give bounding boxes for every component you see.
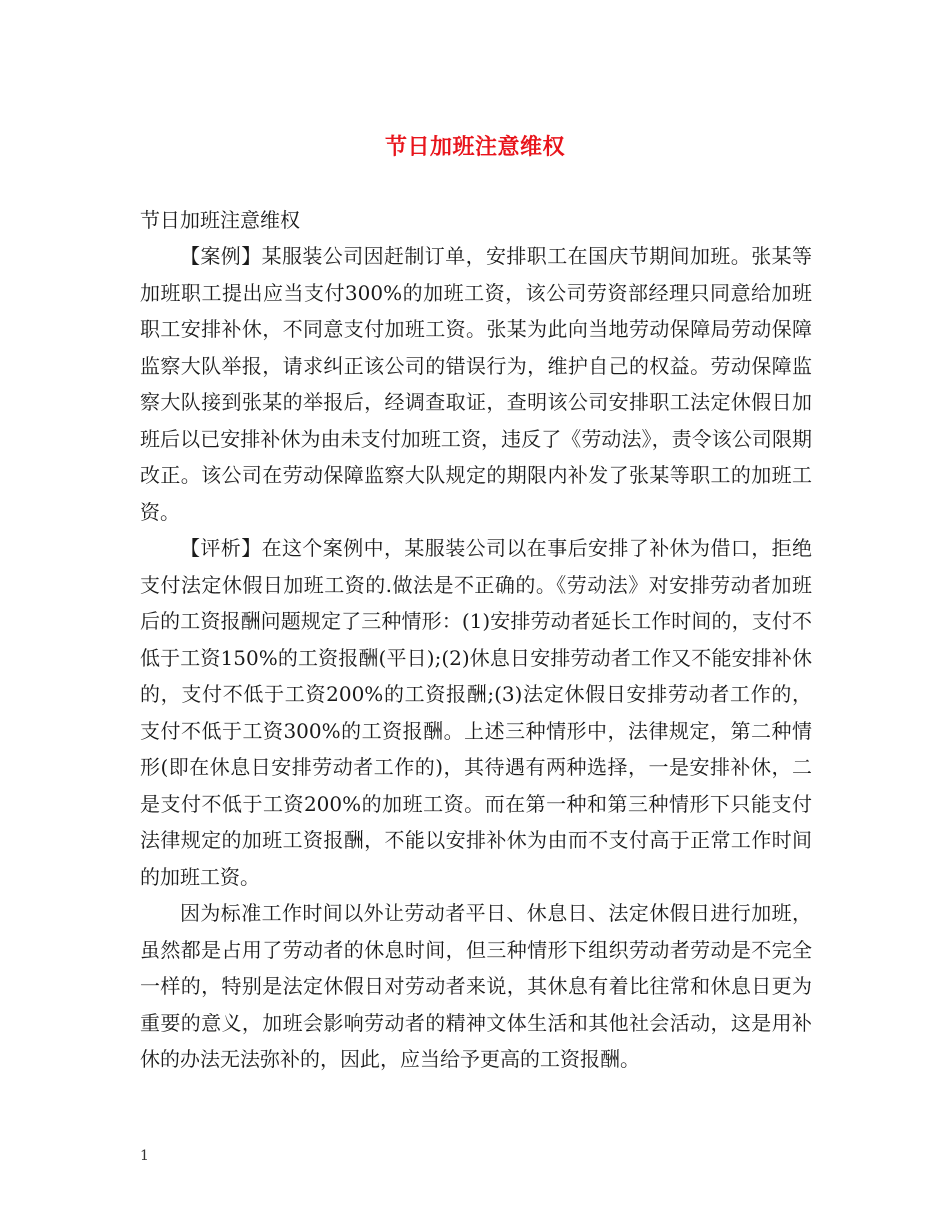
document-title: 节日加班注意维权 <box>384 134 565 160</box>
page-number: 1 <box>140 1148 149 1164</box>
paragraph-reasoning: 因为标准工作时间以外让劳动者平日、休息日、法定休假日进行加班，虽然都是占用了劳动者的休息时间，但三种情形下组织劳动者劳动是不完全一样的，特别是法定休假日对劳动者来说，其休息有着比往常和休息日更为重要的意义，加班会影响劳动者的精神文体生活和其他社会活动，这是用补休的办法无法弥补的，因此，应当给予更高的工资报酬。 <box>140 901 812 1071</box>
paragraph-analysis: 【评析】在这个案例中，某服装公司以在事后安排了补休为借口，拒绝支付法定休假日加班工资的.做法是不正确的。《劳动法》对安排劳动者加班后的工资报酬问题规定了三种情形：(1)安排劳动者延长工作时间的，支付不低于工资150%的工资报酬(平日);(2)休息日安排劳动者工作又不能安排补休的，支付不低于工资200%的工资报酬;(3)法定休假日安排劳动者工作的，支付不低于工资300%的工资报酬。上述三种情形中，法律规定，第二种情形(即在休息日安排劳动者工作的)，其待遇有两种选择，一是安排补休，二是支付不低于工资200%的加班工资。而在第一种和第三种情形下只能支付法律规定的加班工资报酬，不能以安排补休为由而不支付高于正常工作时间的加班工资。 <box>140 536 812 889</box>
paragraph-case: 【案例】某服装公司因赶制订单，安排职工在国庆节期间加班。张某等加班职工提出应当支付300%的加班工资，该公司劳资部经理只同意给加班职工安排补休，不同意支付加班工资。张某为此向当地劳动保障局劳动保障监察大队举报，请求纠正该公司的错误行为，维护自己的权益。劳动保障监察大队接到张某的举报后，经调查取证，查明该公司安排职工法定休假日加班后以已安排补休为由未支付加班工资，违反了《劳动法》，责令该公司限期改正。该公司在劳动保障监察大队规定的期限内补发了张某等职工的加班工资。 <box>140 244 812 524</box>
document-body <box>140 202 812 1078</box>
document-subtitle: 节日加班注意维权 <box>140 208 300 232</box>
